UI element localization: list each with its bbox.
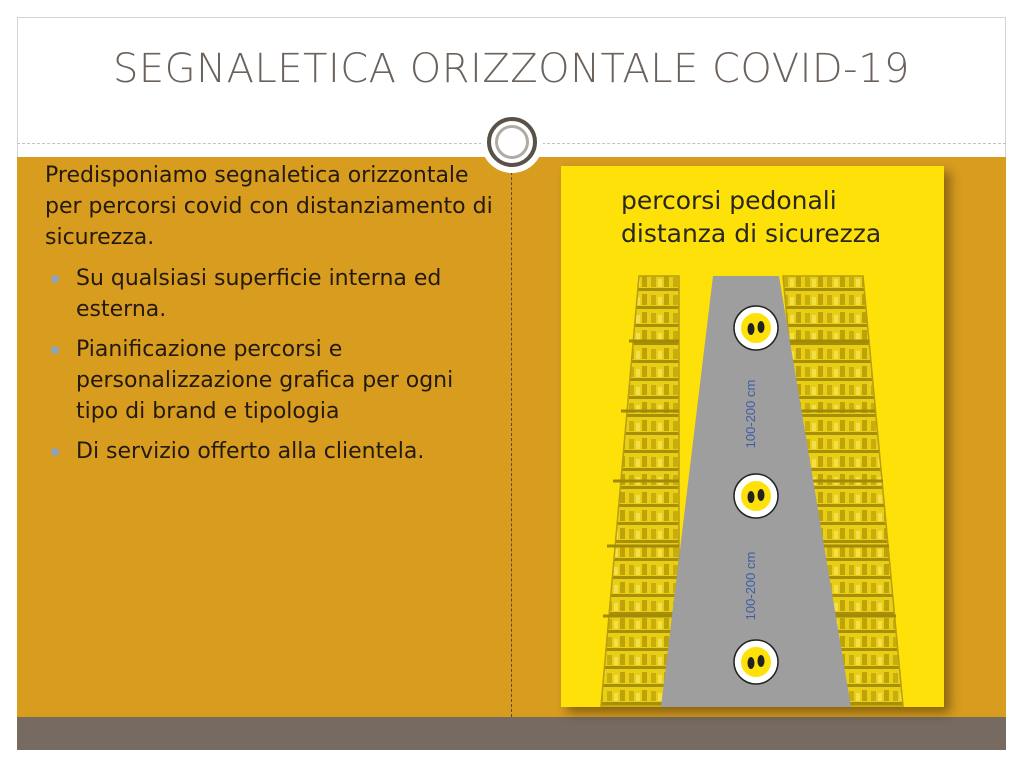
floor-signage-poster — [561, 166, 944, 707]
poster-title — [621, 184, 881, 250]
bullet-dot-icon — [51, 275, 59, 283]
bullet-item: Pianificazione percorsi e personalizzazione grafica per ogni tipo di brand e tipologia — [45, 334, 495, 427]
left-shelving — [601, 276, 679, 706]
bullet-item: Di servizio offerto alla clientela. — [45, 436, 495, 467]
title-divider-left — [17, 143, 487, 144]
bullet-item: Su qualsiasi superficie interna ed esterna. — [45, 263, 495, 325]
poster-title-line2: distanza di sicurezza — [621, 219, 882, 248]
distance-label: 100-200 cm — [743, 551, 758, 621]
bullet-dot-icon — [51, 448, 59, 456]
footprint-badge-icon — [734, 474, 778, 518]
distance-label: 100-200 cm — [743, 379, 758, 449]
footprint-badge-icon — [734, 640, 778, 684]
column-divider — [511, 157, 512, 717]
footer-band — [17, 717, 1006, 750]
bullet-list — [45, 263, 495, 467]
title-divider-right — [537, 143, 1006, 144]
slide-title: SEGNALETICA ORIZZONTALE COVID-19 — [113, 46, 910, 92]
intro-text: Predisponiamo segnaletica orizzontale per percorsi covid con distanziamento di sicurezza. — [45, 163, 493, 250]
footprint-badge-icon — [734, 306, 778, 350]
text-column — [45, 160, 495, 476]
poster-title-line1: percorsi pedonali — [621, 186, 837, 215]
bullet-dot-icon — [51, 346, 59, 354]
